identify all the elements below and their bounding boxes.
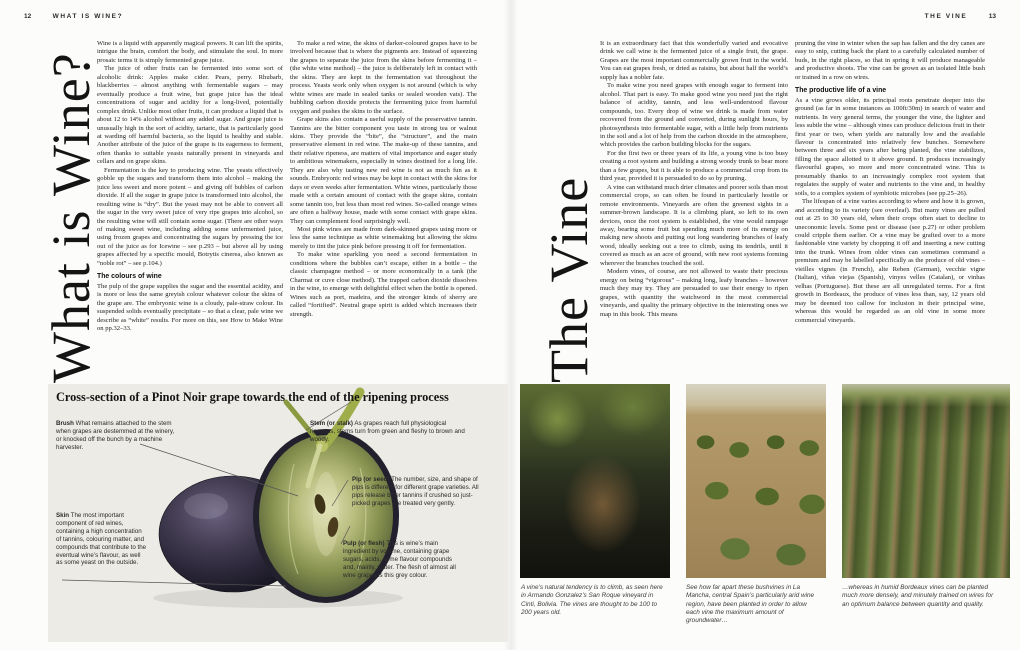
page-number-left: 12 bbox=[24, 13, 32, 20]
paragraph: A vine can withstand much drier climates and poorer soils than most commercial crops, so can often be found in particularly hostile or remote environments. Vineyards are often the greenest sights in a summer-brown landscape. It is a climbing plant, so left to its own devices, once the root system is established, the vine would rampage away, bearing some fruit but spending much more of its energy on making new shoots and putting out long wandering branches of leafy wood, ideally seeking out a tree to climb, using its tendrils, until it covered as much as an acre of ground, with new root systems forming wherever the branches touched the soil. bbox=[600, 183, 788, 267]
diagram-label-skin bbox=[56, 512, 148, 567]
paragraph: The lifespan of a vine varies according to where and how it is grown, and according to its variety (see overleaf). But many vines are pulled out at 25 to 30 years old, when their crops often start to decline to uneconomic levels. Some pest or disease (see p.27) or other problem could cripple them earlier. Or a vine may be grafted over to a more fashionable vine variety by chopping it off and inserting a new cutting into the trunk. Wines from older vines can sometimes command a premium and may be labelled specifically as the produce of old vines – vieilles vignes (in French), alte Reben (German), vecchie vigne (Italian), viñas viejas (Spanish), vinyes velles (Catalan), or vinhas velhas (Portuguese). But these are all unregulated terms. For a first growth in Bordeaux, the produce of vines less than, say, 12 years old may be deemed too callow for inclusion in their principal wine, whereas this would be regarded as an old vine in some more commercial vineyards. bbox=[795, 198, 985, 324]
photo-bordeaux-vine-rows bbox=[842, 384, 1010, 578]
label-term: Skin bbox=[56, 512, 70, 519]
label-term: Pulp (or flesh) bbox=[343, 540, 385, 547]
running-head-right bbox=[925, 13, 996, 20]
diagram-label-pip bbox=[352, 476, 480, 508]
label-term: Brush bbox=[56, 420, 74, 427]
label-term: Stem (or stalk) bbox=[310, 420, 353, 427]
paragraph: As a vine grows older, its principal roots penetrate deeper into the ground (as far in some instances as 100ft/30m) in search of water and nutrients. In very general terms, the younger the vine, the lighter and less subtle the wine – although vines can produce delicious fruit in their first year or two, when yields are naturally low and the available flavour is concentrated into relatively few bunches. Somewhere between three and six years after being planted, the vine stabilizes, filling the space allotted to it above ground. It produces increasingly flavourful grapes, so more and more concentrated wine. This is presumably thanks to an increasingly complex root system that regulates the supply of water and nutrients to the vine and, in healthy soils, to a complex system of symbiotic microbes (see pp.25–26). bbox=[795, 96, 985, 197]
paragraph: Modern vines, of course, are not allowed to waste their precious energy on being “vigorous” – making long, leafy branches – however much they may try. They are persuaded to use their energy to ripen grapes, with quantity the watchword in the most commercial vineyards, and quality the primary objective in the interesting ones we map in this book. This means bbox=[600, 268, 788, 318]
paragraph: Most pink wines are made from dark-skinned grapes using more or less the same technique as white winemaking but allowing the skins merely to tint the juice pink before pressing it off for fermentation. bbox=[290, 225, 477, 250]
diagram-label-pulp bbox=[343, 540, 465, 580]
diagram-label-brush bbox=[56, 420, 178, 452]
label-text: This is wine’s main ingredient by volume, containing grape sugars, acids, some flavour compounds and, mainly, water. The flesh of almost all wine grapes is this grey colour. bbox=[343, 540, 456, 579]
paragraph: To make wine you need grapes with enough sugar to ferment into alcohol. That part is easy. To make good wine you need just the right balance of acidity, tannin, and less well-understood flavour compounds, too. Every drop of wine we drink is made from water recovered from the ground and converted, during sunlight hours, by photosynthesis into fermentable sugar, with a little help from nutrients in the soil and a lot of help from the carbon dioxide in the atmosphere, which provides the carbon building blocks for the sugars. bbox=[600, 82, 788, 149]
label-text: The most important component of red wines, containing a high concentration of tannins, colouring matter, and compounds that contribute to the eventual wine’s flavour, as well as some yeast on the outside. bbox=[56, 512, 147, 567]
label-term: Pip (or seed) bbox=[352, 476, 390, 483]
left-page-column-2 bbox=[290, 40, 477, 380]
paragraph: The juice of other fruits can be fermented into some sort of alcoholic drink: Apples make cider. Pears, perry. Rhubarb, blackberries – almost anything with fermentable sugars – may eventually produce a fruit wine, but grape juice has the ideal concentrations of sugar and acidity for a long-lived, potentially complex drink. Unlike most other fruits, it can produce a liquid that is about 12 to 14% alcohol without any added sugar. And grape juice is unusually high in the sort of acidity, tartaric, that is particularly good at warding off harmful bacteria, so the liquid is healthy and stable. Another attribute of the juice of the grape is its eagerness to ferment, often thanks to suitable yeasts naturally present in vineyards and cellars and on grape skins. bbox=[97, 65, 283, 166]
paragraph: For the first two or three years of its life, a young vine is too busy creating a root system and building a strong woody trunk to bear more than a few grapes, but it is able to produce a commercial crop from its third year, provided it is persuaded to do so by pruning. bbox=[600, 149, 788, 183]
grape-highlight bbox=[184, 493, 228, 519]
subheading-productive-life: The productive life of a vine bbox=[795, 87, 887, 95]
photo-la-mancha-bushvines bbox=[686, 384, 826, 578]
photo-caption: …whereas in humid Bordeaux vines can be planted much more densely, and minutely trained on wires for an optimum balance between quantity and quality. bbox=[842, 584, 994, 608]
paragraph: To make wine sparkling you need a second fermentation in conditions where the bubbles can’t escape, either in a bottle – the classic champagne method – or more economically in a tank (the Charmat or cuve close method). The trapped carbon dioxide dissolves in the wine, to emerge with delightful effect when the bottle is opened. Wines such as port, madeira, and the stronger kinds of sherry are called “fortified”. Neutral grape spirit is added which increases their strength. bbox=[290, 251, 477, 318]
label-text: The number, size, and shape of pips is different for different grape varieties. All pips release bitter tannins if crushed so just-picked grapes are treated very gently. bbox=[352, 476, 479, 507]
diagram-title: Cross-section of a Pinot Noir grape towards the end of the ripening process bbox=[56, 390, 449, 404]
page-number-right: 13 bbox=[988, 13, 996, 20]
running-title-right: THE VINE bbox=[924, 13, 968, 20]
paragraph: Fermentation is the key to producing wine. The yeasts effectively gobble up the sugars and transform them into alcohol – making the juice less sweet and more potent – and giving off bubbles of carbon dioxide. If all the sugar in grape juice is transformed into alcohol, the resulting wine is “dry”. But the yeast may not be able to convert all the sugar in the very sweet juice of very ripe grapes into alcohol, so the resulting wine will still contain some sugar. (There are other ways of making sweet wine, including adding some unfermented juice, using frozen grapes and concentrating the sugars by pressing the ice out of the juice as for Icewine – see p.293 – but above all by using grapes affected by a specific mould, Botrytis cinerea, also known as “noble rot” – see p.104.) bbox=[97, 166, 283, 267]
right-page-column-2 bbox=[795, 40, 985, 380]
label-text: What remains attached to the stem when grapes are destemmed at the winery, or knocked off the bunch by a machine harvester. bbox=[56, 420, 175, 451]
paragraph: To make a red wine, the skins of darker-coloured grapes have to be involved because that is where the pigments are. Instead of squeezing the grapes to separate the juice from the skins before fermenting it – (the white wine method) – the juice is deliberately left in contact with the skins. They are kept in the fermentation vat throughout the process. Yeasts work only when oxygen is not around (which is why white wines are made in sealed tanks or sealed wooden vats). The bubbling carbon dioxide protects the fermenting juice from harmful oxygen and pushes the skins to the surface. bbox=[290, 40, 477, 115]
chapter-headline-the-vine: The Vine bbox=[539, 176, 599, 383]
right-page-column-1 bbox=[600, 40, 788, 380]
subheading-colours-of-wine: The colours of wine bbox=[97, 273, 162, 281]
grape-shadow bbox=[153, 588, 403, 608]
photo-bolivia-climbing-vine bbox=[520, 384, 670, 578]
label-text: As grapes reach full physiological ripeness, stems turn from green and fleshy to brown and woody. bbox=[310, 420, 465, 443]
left-page-column-1 bbox=[97, 40, 283, 380]
paragraph: Grape skins also contain a useful supply of the preservative tannin. Tannins are the bitter component you taste in strong tea or walnut skins. They provide the “bite”, the “structure”, and the main preservative element in red wine. The make-up of these tannins, and their relative ripeness, are matters of vital importance and eager study to ambitious winemakers, especially in wines destined for a long life. They are also why tasting new red wine is not as much fun as it sounds. Embryonic red wines may be kept in contact with the skins for days or even weeks after fermentation. White wines, particularly those made with a certain amount of contact with the grape skins, contain some tannin too, but less than most red wines. So-called orange wines are often a halfway house, made with some contact with grape skins. They can complement food surprisingly well. bbox=[290, 116, 477, 225]
paragraph: It is an extraordinary fact that this wonderfully varied and evocative drink we call wine is the fermented juice of a single fruit, the grape. Grapes are the most important commercially grown fruit in the world. You can eat grapes fresh, or dried as raisins, but about half the world’s supply has a nobler fate. bbox=[600, 40, 788, 81]
photo-caption: A vine’s natural tendency is to climb, as seen here in Armando Gonzalez’s San Roque vineyard in Cinti, Bolivia. The vines are thought to be 100 to 200 years old. bbox=[521, 584, 663, 616]
paragraph: Wine is a liquid with apparently magical powers. It can lift the spirits, intrigue the brain, comfort the body, and stimulate the soul. In more prosaic terms it is simply fermented grape juice. bbox=[97, 40, 283, 64]
paragraph: pruning the vine in winter when the sap has fallen and the dry canes are easy to snip, cutting back the plant to a carefully calculated number of buds, in the right places, so that in spring it will produce manageable and productive shoots. The vine can be grown as an isolated little bush or trained in a row on wires. bbox=[795, 40, 985, 81]
chapter-headline-what-is-wine: What is Wine? bbox=[41, 52, 101, 383]
grape-cross-section-panel bbox=[48, 384, 508, 642]
running-head-left bbox=[24, 13, 123, 20]
pulp-core bbox=[313, 472, 339, 556]
photo-caption: See how far apart these bushvines in La Mancha, central Spain’s particularly arid wine region, have been planted in order to allow each vine the maximum amount of groundwater… bbox=[686, 584, 815, 625]
running-title-left: WHAT IS WINE? bbox=[52, 13, 124, 20]
paragraph: The pulp of the grape supplies the sugar and the essential acidity, and is more or less the same greyish colour whatever colour the skins of the grape are. The embryonic wine is a cloudy, pale-straw colour. Its suspended solids eventually precipitate – so that a clear, pale wine we describe as “white” results. For more on this, see How to Make Wine on pp.32–33. bbox=[97, 282, 283, 332]
diagram-label-stem bbox=[310, 420, 468, 444]
